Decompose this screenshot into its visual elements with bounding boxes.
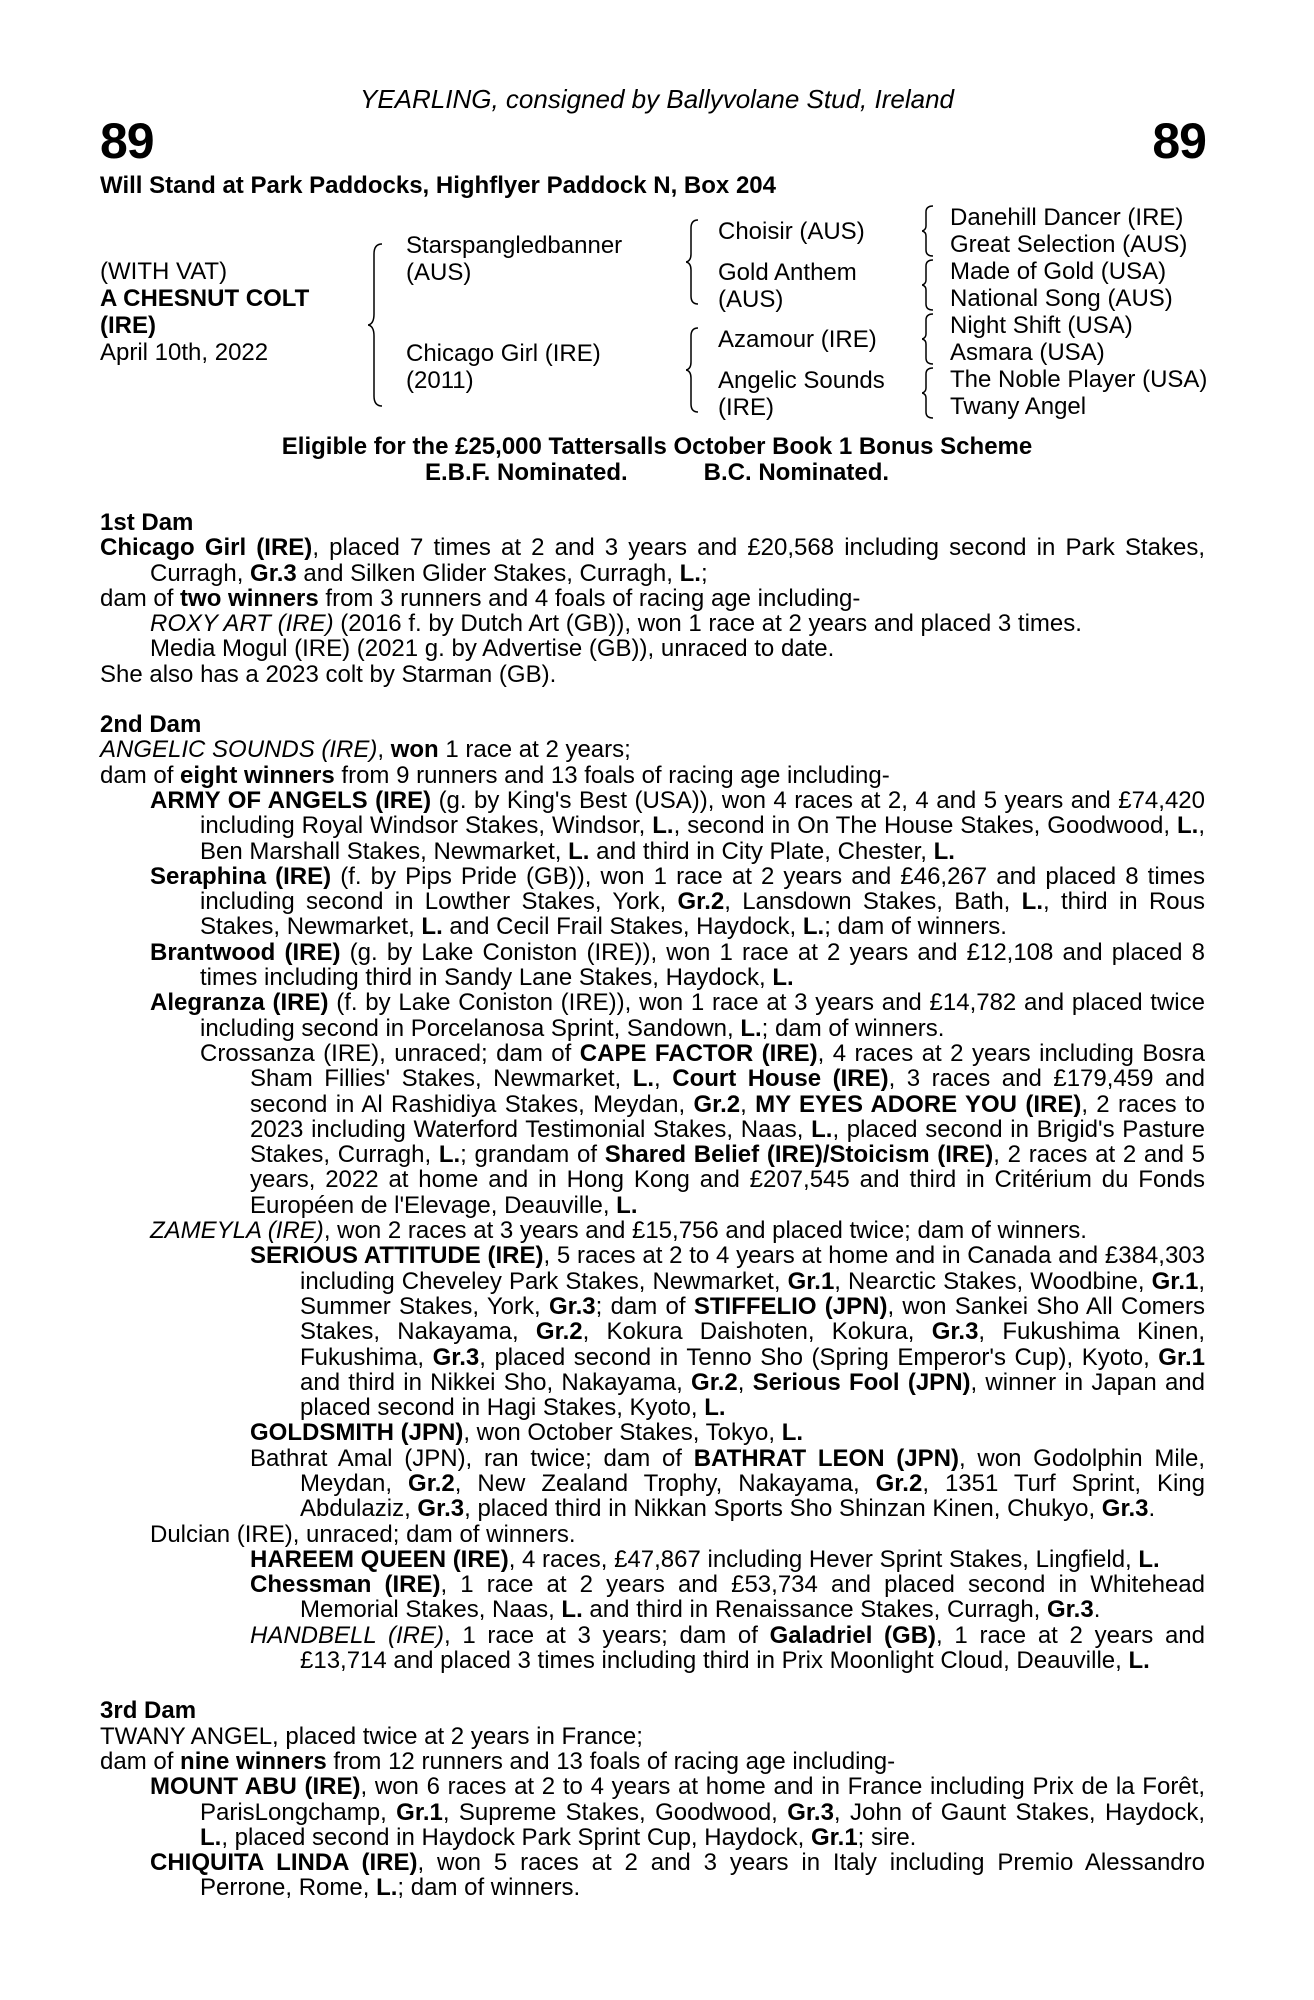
ggp-sdd: National Song (AUS) — [950, 285, 1173, 312]
second-dam-heading: 2nd Dam — [100, 711, 202, 739]
ggp-sds: Made of Gold (USA) — [950, 258, 1167, 285]
third-dam-record: TWANY ANGEL, placed twice at 2 years in France; — [100, 1722, 643, 1750]
dam-dam: Angelic Sounds — [718, 367, 885, 394]
ggp-dsd: Asmara (USA) — [950, 339, 1105, 366]
produce-chiquita-linda: CHIQUITA LINDA (IRE), won 5 races at 2 and 3 years in Italy including Premio Alessandro Perrone, Rome, L.; dam of winners. — [150, 1849, 1205, 1902]
produce-serious-attitude: SERIOUS ATTITUDE (IRE), 5 races at 2 to 4 years at home and in Canada and £384,303 including Cheveley Park Stakes, Newmarket, Gr.1, Nearctic Stakes, Woodbine, Gr.1, Summer Stakes, York, Gr.3; dam of STIFFELIO (JPN), won Sankei Sho All Comers Stakes, Nakayama, Gr.2, Kokura Daishoten, Kokura, Gr.3, Fukushima Kinen, Fukushima, Gr.3, placed second in Tenno Sho (Spring Emperor's Cup), Kyoto, Gr.1 and third in Nikkei Sho, Nakayama, Gr.2, Serious Fool (JPN), winner in Japan and placed second in Hagi Stakes, Kyoto, L. — [250, 1242, 1206, 1422]
dam-name: Chicago Girl (IRE) — [406, 340, 601, 367]
nominations — [0, 460, 1314, 486]
produce-army-of-angels: ARMY OF ANGELS (IRE) (g. by King's Best (USA)), won 4 races at 2, 4 and 5 years and £74,420 including Royal Windsor Stakes, Windsor, L., second in On The House Stakes, Goodwood, L., Ben Marshall Stakes, Newmarket, L. and third in City Plate, Chester, L. — [150, 786, 1205, 865]
ggp-sss: Danehill Dancer (IRE) — [950, 204, 1184, 231]
produce-goldsmith: GOLDSMITH (JPN), won October Stakes, Tokyo, L. — [250, 1419, 804, 1447]
first-dam-produce-summary: dam of two winners from 3 runners and 4 foals of racing age including- — [100, 584, 861, 612]
pedigree-brace-sire — [686, 218, 702, 306]
vat-note: (WITH VAT) — [100, 258, 228, 285]
sire-sire: Choisir (AUS) — [718, 218, 865, 245]
produce-mount-abu: MOUNT ABU (IRE), won 6 races at 2 to 4 years at home and in France including Prix de la Forêt, ParisLongchamp, Gr.1, Supreme Stakes, Goodwood, Gr.3, John of Gaunt Stakes, Haydock, L., placed second in Haydock Park Sprint Cup, Haydock, Gr.1; sire. — [150, 1773, 1205, 1851]
produce-alegranza: Alegranza (IRE) (f. by Lake Coniston (IRE)), won 1 race at 3 years and £14,782 and placed twice including second in Porcelanosa Sprint, Sandown, L.; dam of winners. — [150, 989, 1205, 1042]
second-dam-produce-summary: dam of eight winners from 9 runners and 13 foals of racing age including- — [100, 761, 890, 789]
brace-ggp-3 — [922, 312, 936, 366]
produce-2023-colt: She also has a 2023 colt by Starman (GB). — [100, 660, 557, 688]
brace-ggp-1 — [922, 204, 936, 258]
ggp-ddd: Twany Angel — [950, 393, 1087, 420]
dam-year: (2011) — [406, 367, 474, 394]
produce-roxy-art: ROXY ART (IRE) (2016 f. by Dutch Art (GB)), won 1 race at 2 years and placed 3 times. — [150, 610, 1082, 638]
horse-name-country: (IRE) — [100, 312, 156, 339]
produce-bathrat-amal: Bathrat Amal (JPN), ran twice; dam of BATHRAT LEON (JPN), won Godolphin Mile, Meydan, Gr.2, New Zealand Trophy, Nakayama, Gr.2, 1351 Turf Sprint, King Abdulaziz, Gr.3, placed third in Nikkan Sports Sho Shinzan Kinen, Chukyo, Gr.3. — [250, 1444, 1206, 1523]
produce-handbell: HANDBELL (IRE), 1 race at 3 years; dam of Galadriel (GB), 1 race at 2 years and £13,714 and placed 3 times including third in Prix Moonlight Cloud, Deauville, L. — [250, 1621, 1205, 1675]
produce-media-mogul: Media Mogul (IRE) (2021 g. by Advertise (GB)), unraced to date. — [150, 635, 835, 663]
produce-zameyla: ZAMEYLA (IRE), won 2 races at 3 years and £15,756 and placed twice; dam of winners. — [150, 1217, 1087, 1245]
produce-record — [100, 510, 1205, 1901]
pedigree-brace-dam — [686, 326, 702, 414]
ggp-dds: The Noble Player (USA) — [950, 366, 1208, 393]
dam-sire: Azamour (IRE) — [718, 326, 877, 353]
brace-ggp-4 — [922, 366, 936, 420]
bonus-scheme: Eligible for the £25,000 Tattersalls October Book 1 Bonus Scheme — [281, 433, 1033, 460]
consignment-line: YEARLING, consigned by Ballyvolane Stud, Ireland — [359, 84, 954, 114]
produce-hareem-queen: HAREEM QUEEN (IRE), 4 races, £47,867 including Hever Sprint Stakes, Lingfield, L. — [250, 1545, 1160, 1573]
third-dam-produce-summary: dam of nine winners from 12 runners and 13 foals of racing age including- — [100, 1747, 896, 1775]
sire-dam-country: (AUS) — [718, 286, 784, 313]
third-dam-heading: 3rd Dam — [100, 1697, 197, 1725]
ggp-dss: Night Shift (USA) — [950, 312, 1133, 339]
foaling-date: April 10th, 2022 — [100, 339, 269, 366]
dam-dam-country: (IRE) — [718, 394, 774, 421]
sire-dam: Gold Anthem — [718, 259, 857, 286]
sire-name: Starspangledbanner — [406, 232, 623, 259]
first-dam-record: Chicago Girl (IRE), placed 7 times at 2 and 3 years and £20,568 including second in Park Stakes, Curragh, Gr.3 and Silken Glider Stakes, Curragh, L.; — [100, 534, 1205, 587]
bc-nominated: B.C. Nominated. — [703, 459, 890, 486]
first-dam-heading: 1st Dam — [100, 509, 194, 536]
produce-chessman: Chessman (IRE), 1 race at 2 years and £53,734 and placed second in Whitehead Memorial Stakes, Naas, L. and third in Renaissance Stakes, Curragh, Gr.3. — [250, 1571, 1206, 1624]
produce-dulcian: Dulcian (IRE), unraced; dam of winners. — [150, 1520, 576, 1548]
horse-name: A CHESNUT COLT — [100, 285, 310, 312]
produce-brantwood: Brantwood (IRE) (g. by Lake Coniston (IRE)), won 1 race at 2 years and £12,108 and placed 8 times including third in Sandy Lane Stakes, Haydock, L. — [150, 938, 1205, 992]
ggp-ssd: Great Selection (AUS) — [950, 231, 1188, 258]
lot-number-right: 89 — [1152, 113, 1206, 169]
produce-seraphina: Seraphina (IRE) (f. by Pips Pride (GB)), won 1 race at 2 years and £46,267 and placed 8 times including second in Lowther Stakes, York, Gr.2, Lansdown Stakes, Bath, L., third in Rous Stakes, Newmarket, L. and Cecil Frail Stakes, Haydock, L.; dam of winners. — [150, 862, 1205, 941]
sire-country: (AUS) — [406, 259, 472, 286]
brace-ggp-2 — [922, 258, 936, 312]
second-dam-record: ANGELIC SOUNDS (IRE), won 1 race at 2 years; — [100, 736, 631, 764]
ebf-nominated: E.B.F. Nominated. — [424, 459, 628, 486]
produce-crossanza: Crossanza (IRE), unraced; dam of CAPE FACTOR (IRE), 4 races at 2 years including Bosra Sham Fillies' Stakes, Newmarket, L., Court House (IRE), 3 races and £179,459 and second in Al Rashidiya Stakes, Meydan, Gr.2, MY EYES ADORE YOU (IRE), 2 races to 2023 including Waterford Testimonial Stakes, Naas, L., placed second in Brigid's Pasture Stakes, Curragh, L.; grandam of Shared Belief (IRE)/Stoicism (IRE), 2 races at 2 and 5 years, 2022 at home and in Hong Kong and £207,545 and third in Critérium du Fonds Européen de l'Elevage, Deauville, L. — [200, 1039, 1206, 1219]
lot-number-left: 89 — [100, 113, 154, 169]
stand-location: Will Stand at Park Paddocks, Highflyer Paddock N, Box 204 — [100, 172, 776, 199]
pedigree-brace-main — [368, 240, 388, 410]
